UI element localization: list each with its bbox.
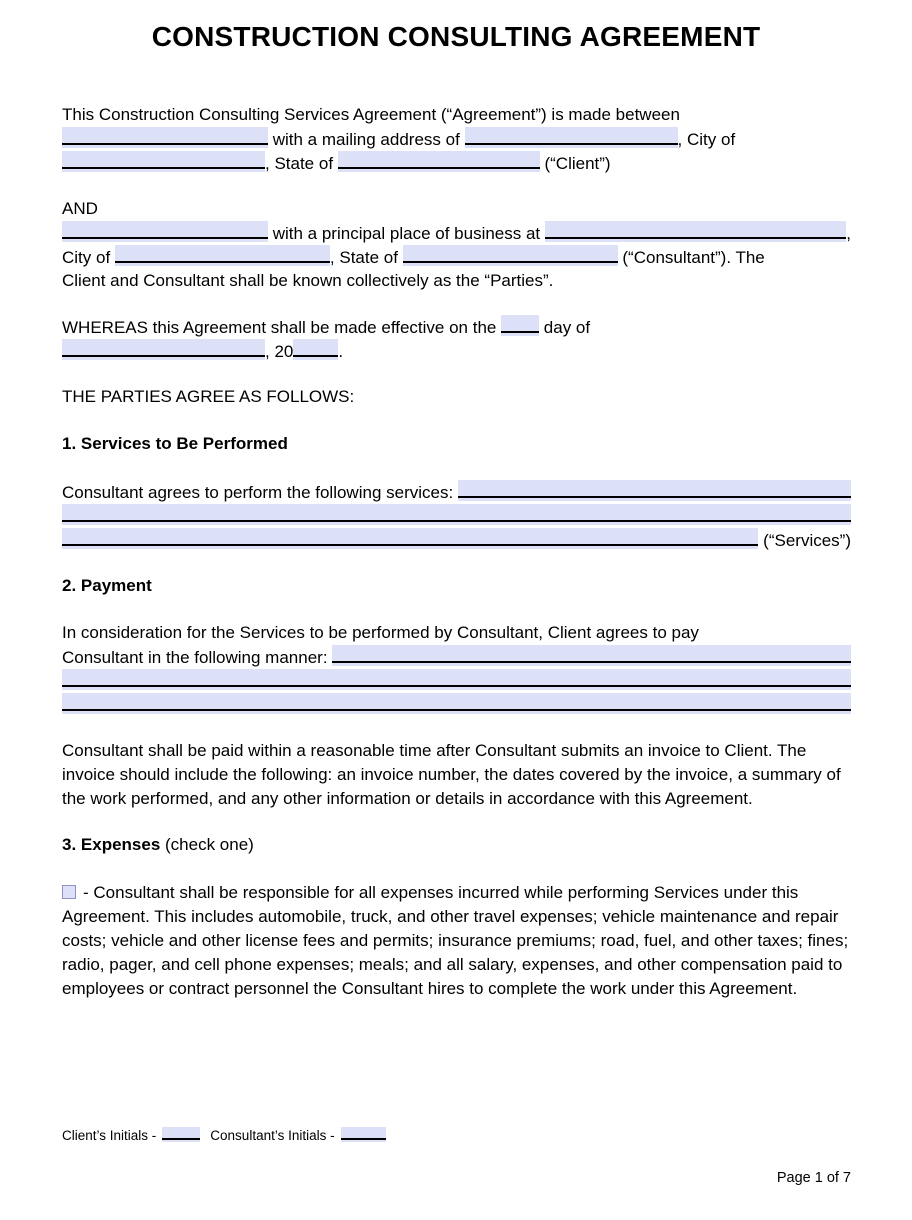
agree-paragraph	[62, 385, 851, 409]
expenses-option-1-checkbox[interactable]	[62, 885, 76, 899]
payment-line-1-field[interactable]	[332, 645, 851, 663]
section3-heading-note: (check one)	[160, 835, 254, 854]
consultant-name-field[interactable]	[62, 221, 268, 239]
services-line-2-field[interactable]	[62, 504, 851, 522]
payment-line-3-field[interactable]	[62, 693, 851, 711]
and-text: (“Consultant”). The	[617, 248, 765, 267]
section2-heading-text: 2. Payment	[62, 576, 152, 595]
and-label: AND	[62, 199, 98, 218]
section2-text: In consideration for the Services to be performed by Consultant, Client agrees to pay	[62, 623, 699, 642]
intro-text: This Construction Consulting Services Agreement (“Agreement”) is made between	[62, 105, 680, 124]
and-text: Client and Consultant shall be known collectively as the “Parties”.	[62, 271, 554, 290]
section1-paragraph	[62, 480, 851, 552]
expenses-option-1	[62, 881, 851, 1001]
intro-paragraph	[62, 103, 851, 175]
intro-text: with a mailing address of	[268, 130, 465, 149]
consultant-state-field[interactable]	[403, 245, 618, 263]
section2-text: Consultant in the following manner:	[62, 648, 333, 667]
intro-text: , State of	[265, 154, 338, 173]
expenses-option-1-text: - Consultant shall be responsible for all expenses incurred while performing Services under this Agreement. This includes automobile, truck, and other travel expenses; vehicle maintenance and repair costs; vehicle and other license fees and permits; insurance premiums; road, fuel, and other taxes; fines; radio, pager, and cell phone expenses; meals; and all salary, expenses, and other compensation paid to employees or contract personnel the Consultant hires to complete the work under this Agreement.	[62, 883, 849, 998]
intro-text: , City of	[677, 130, 736, 149]
invoice-paragraph: Consultant shall be paid within a reasonable time after Consultant submits an invoice to Client. The invoice should include the following: an invoice number, the dates covered by the invoice, a summary of the work performed, and any other information or details in accordance with this Agreement.	[62, 741, 841, 808]
client-initials-label: Client’s Initials -	[62, 1128, 157, 1143]
and-text: with a principal place of business at	[268, 224, 545, 243]
section1-text: Consultant agrees to perform the following services:	[62, 483, 458, 502]
page-number: Page 1 of 7	[776, 1170, 851, 1186]
client-state-field[interactable]	[338, 151, 540, 169]
client-mailing-address-field[interactable]	[465, 127, 678, 145]
intro-text: (“Client”)	[539, 154, 611, 173]
consultant-initials-label: Consultant’s Initials -	[210, 1128, 335, 1143]
client-initials-field[interactable]	[162, 1127, 200, 1140]
section1-text: (“Services”)	[758, 531, 851, 550]
consultant-business-address-field[interactable]	[545, 221, 846, 239]
section2-heading	[62, 574, 851, 598]
section1-heading	[62, 432, 851, 456]
section3-heading	[62, 833, 851, 857]
section3-heading-text: 3. Expenses	[62, 835, 161, 854]
client-city-field[interactable]	[62, 151, 265, 169]
section1-heading-text: 1. Services to Be Performed	[62, 434, 288, 453]
whereas-text: .	[338, 342, 344, 361]
payment-line-2-field[interactable]	[62, 669, 851, 687]
consultant-city-field[interactable]	[115, 245, 330, 263]
and-text: City of	[62, 248, 115, 267]
and-paragraph	[62, 197, 851, 293]
section2-paragraph	[62, 621, 851, 717]
consultant-initials-field[interactable]	[341, 1127, 386, 1140]
and-text: , State of	[329, 248, 403, 267]
whereas-text: WHEREAS this Agreement shall be made effective on the	[62, 318, 502, 337]
whereas-paragraph	[62, 315, 851, 363]
agree-text: THE PARTIES AGREE AS FOLLOWS:	[62, 387, 355, 406]
whereas-text: , 20	[265, 342, 294, 361]
page-title: CONSTRUCTION CONSULTING AGREEMENT	[151, 21, 761, 52]
initials-footer	[62, 1127, 386, 1143]
effective-day-field[interactable]	[501, 315, 539, 333]
effective-year-field[interactable]	[293, 339, 338, 357]
and-text: ,	[846, 224, 851, 243]
services-line-3-field[interactable]	[62, 528, 758, 546]
whereas-text: day of	[539, 318, 591, 337]
effective-month-field[interactable]	[62, 339, 265, 357]
document-body	[0, 103, 912, 1001]
client-name-field[interactable]	[62, 127, 268, 145]
services-line-1-field[interactable]	[458, 480, 851, 498]
